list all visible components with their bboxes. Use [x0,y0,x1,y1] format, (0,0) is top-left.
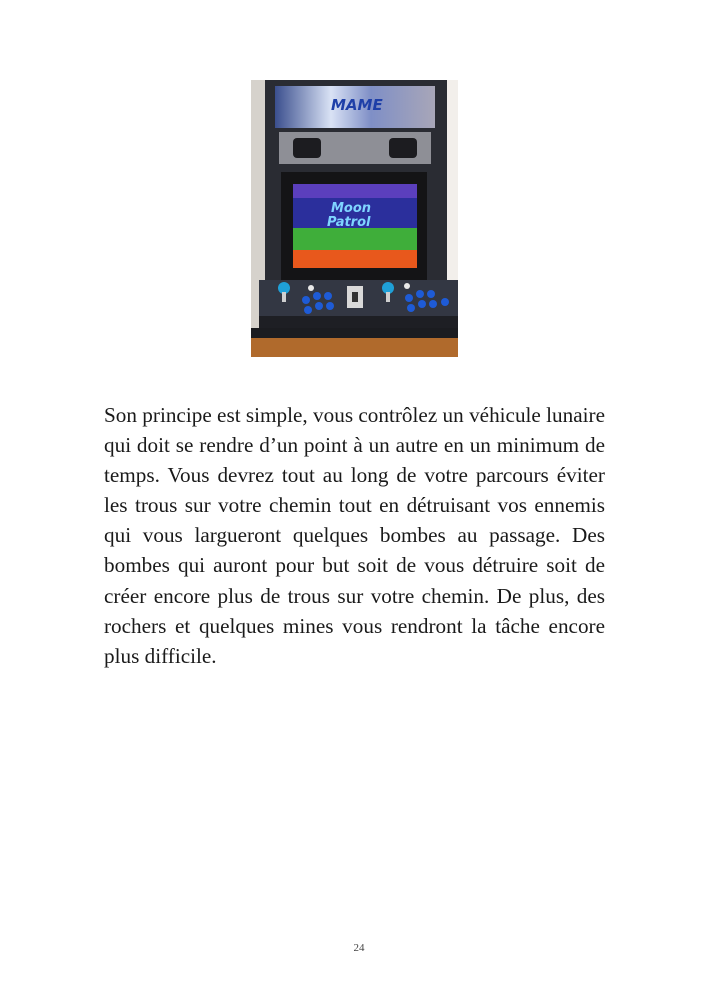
page-number: 24 [353,942,365,954]
body-paragraph: Son principe est simple, vous contrôlez un véhicule lunaire qui doit se rendre d’un point à un autre en un minimum de temps. Vous devrez tout au long de votre parcours éviter les trous sur votre chemin tout en détruisant vos ennemis qui vous largueront quelques bombes au passage. Des bombes qui auront pour but soit de vous détruire soit de créer encore plus de trous sur votre chemin. De plus, des rochers et quelques mines vous rendront la tâche encore plus difficile. [104,403,605,668]
screen-title-line1: Moon [331,201,372,216]
screen-title-line2: Patrol [327,215,371,230]
arcade-cabinet-photo [251,80,458,357]
marquee-logo: MAME [331,96,383,114]
